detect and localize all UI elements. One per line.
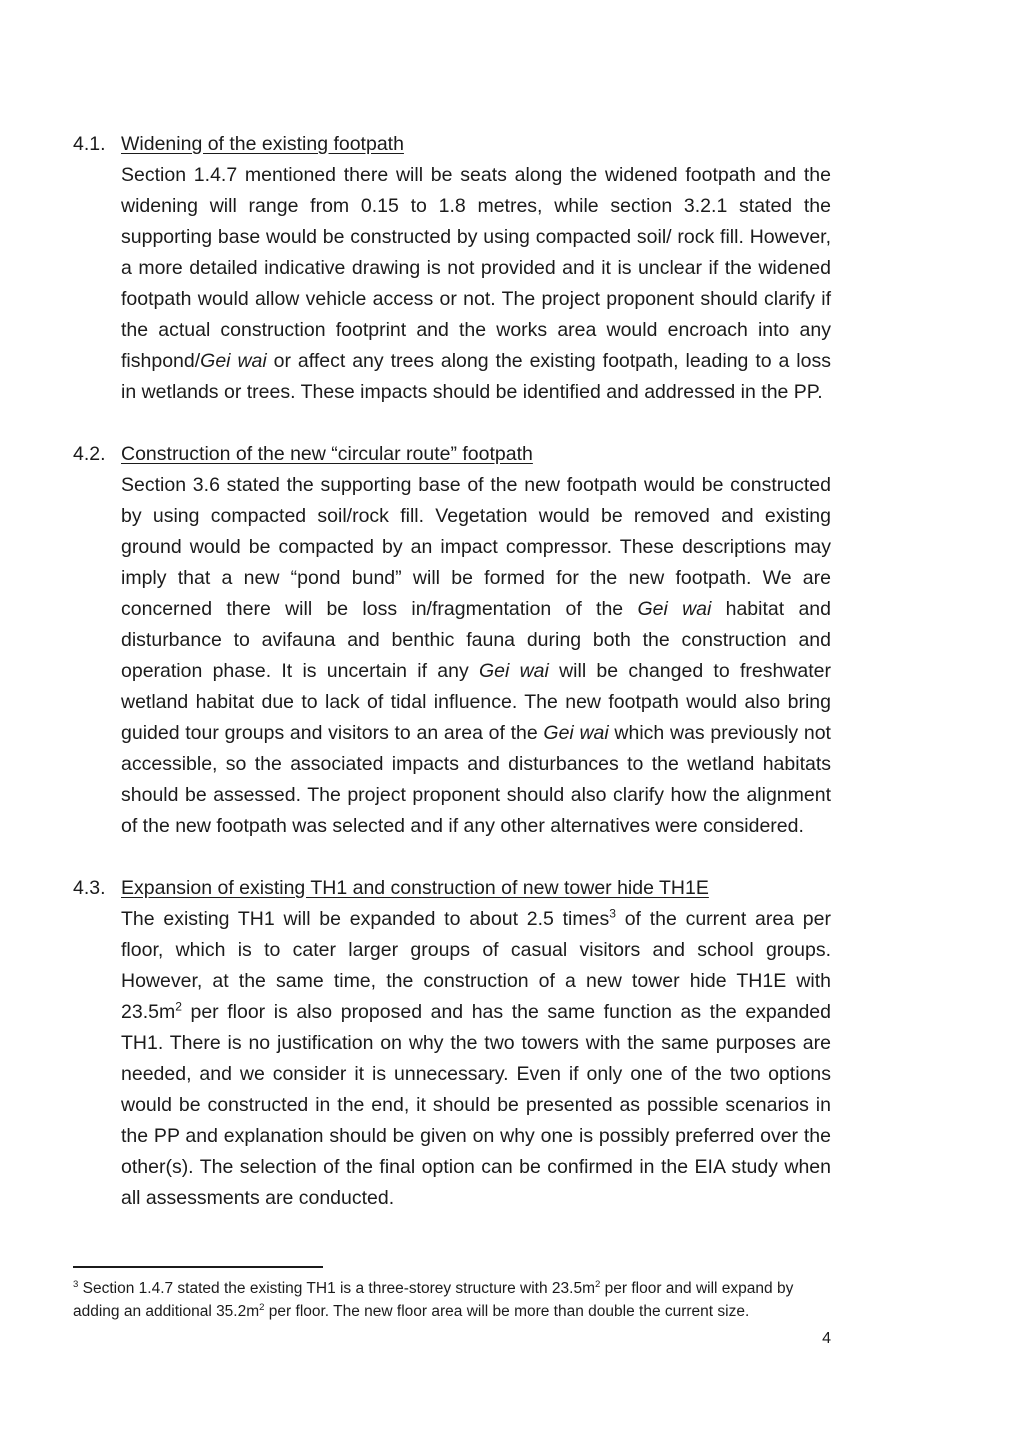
page-content: [73, 129, 831, 1214]
section-heading-row: [73, 129, 831, 160]
section-number: 4.2.: [73, 443, 106, 465]
footnote-area: [73, 1266, 831, 1323]
section-title: Widening of the existing footpath: [121, 133, 404, 155]
section-paragraph: Section 1.4.7 mentioned there will be seats along the widened footpath and the widening will range from 0.15 to 1.8 metres, while section 3.2.1 stated the supporting base would be constructed by using compacted soil/ rock fill. However, a more detailed indicative drawing is not provided and it is unclear if the widened footpath would allow vehicle access or not. The project proponent should clarify if the actual construction footprint and the works area would encroach into any fishpond/Gei wai or affect any trees along the existing footpath, leading to a loss in wetlands or trees. These impacts should be identified and addressed in the PP.: [121, 164, 831, 403]
section-title: Construction of the new “circular route” footpath: [121, 443, 533, 465]
section-heading-row: [73, 873, 831, 904]
section-4-2: [73, 439, 831, 842]
section-number: 4.3.: [73, 877, 106, 899]
section-4-3: [73, 873, 831, 1214]
section-paragraph: The existing TH1 will be expanded to about 2.5 times$^3$ of the current area per floor, which is to cater larger groups of casual visitors and school groups. However, at the same time, the construction of a new tower hide TH1E with $23.5m^2$ per floor is also proposed and has the same function as the expanded TH1. There is no justification on why the two towers with the same purposes are needed, and we consider it is unnecessary. Even if only one of the two options would be constructed in the end, it should be presented as possible scenarios in the PP and explanation should be given on why one is possibly preferred over the other(s). The selection of the final option can be confirmed in the EIA study when all assessments are conducted.: [121, 906, 831, 1209]
section-heading-row: [73, 439, 831, 470]
section-paragraph: Section 3.6 stated the supporting base of the new footpath would be constructed by using compacted soil/rock fill. Vegetation would be removed and existing ground would be compacted by an impact compressor. These descriptions may imply that a new “pond bund” will be formed for the new footpath. We are concerned there will be loss in/fragmentation of the Gei wai habitat and disturbance to avifauna and benthic fauna during both the construction and operation phase. It is uncertain if any Gei wai will be changed to freshwater wetland habitat due to lack of tidal influence. The new footpath would also bring guided tour groups and visitors to an area of the Gei wai which was previously not accessible, so the associated impacts and disturbances to the wetland habitats should be assessed. The project proponent should also clarify how the alignment of the new footpath was selected and if any other alternatives were considered.: [121, 474, 831, 837]
section-title: Expansion of existing TH1 and construction of new tower hide TH1E: [121, 877, 709, 899]
section-4-1: [73, 129, 831, 408]
section-number: 4.1.: [73, 133, 106, 155]
footnote-separator-rule: [73, 1266, 323, 1268]
footnote-text: $^3$ Section 1.4.7 stated the existing TH1 is a three-storey structure with $23.5m^2$ per floor and will expand by adding an additional $35.2m^2$ per floor. The new floor area will be more than double the current size.: [73, 1278, 794, 1320]
page-number: 4: [822, 1330, 831, 1347]
